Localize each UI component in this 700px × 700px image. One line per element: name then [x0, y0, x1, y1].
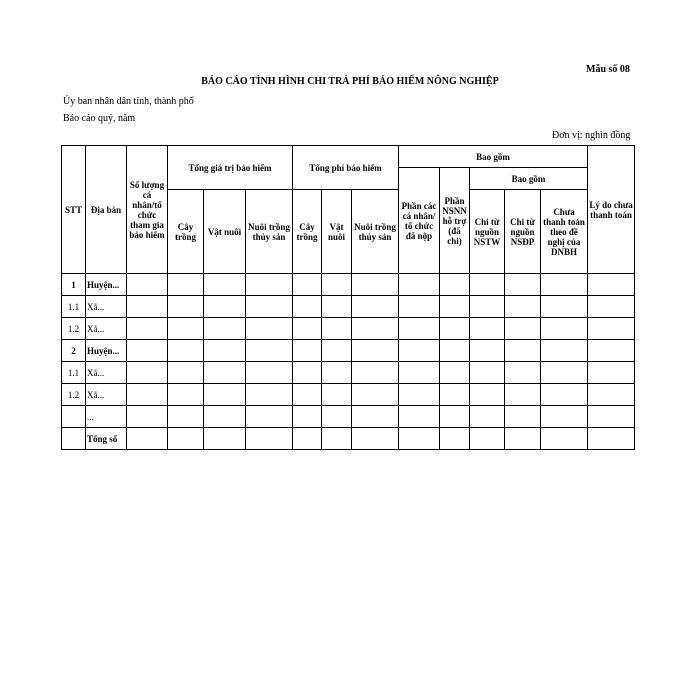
table-cell: [505, 274, 541, 296]
table-cell: [293, 384, 322, 406]
table-cell: [322, 318, 352, 340]
table-cell: [541, 274, 588, 296]
table-cell: [352, 274, 399, 296]
table-cell: [399, 340, 440, 362]
header-state-support: Phần NSNN hỗ trợ (đã chi): [440, 168, 470, 274]
table-cell: [127, 384, 168, 406]
table-cell: [588, 340, 635, 362]
table-cell: [505, 318, 541, 340]
table-cell: [588, 274, 635, 296]
table-cell: [541, 428, 588, 450]
table-cell: [588, 318, 635, 340]
row-area: Xã...: [86, 362, 127, 384]
table-cell: [322, 384, 352, 406]
row-area: Xã...: [86, 384, 127, 406]
header-paid-by-individuals: Phần các cá nhân/ tổ chức đã nộp: [399, 168, 440, 274]
table-cell: [293, 428, 322, 450]
unit-line: Đơn vị: nghìn đồng: [552, 130, 631, 141]
table-cell: [440, 384, 470, 406]
table-cell: [541, 406, 588, 428]
table-cell: [127, 406, 168, 428]
table-cell: [399, 362, 440, 384]
table-cell: [204, 428, 246, 450]
table-cell: [505, 384, 541, 406]
table-cell: [588, 362, 635, 384]
table-cell: [588, 406, 635, 428]
row-area: Xã...: [86, 318, 127, 340]
table-cell: [246, 406, 293, 428]
table-cell: [127, 274, 168, 296]
table-cell: [204, 296, 246, 318]
table-cell: [541, 362, 588, 384]
table-cell: [246, 362, 293, 384]
table-cell: [127, 362, 168, 384]
table-cell: [399, 296, 440, 318]
table-cell: [204, 274, 246, 296]
table-row: [62, 362, 635, 384]
table-cell: [127, 296, 168, 318]
table-cell: [204, 318, 246, 340]
table-cell: [352, 318, 399, 340]
table-cell: [168, 274, 204, 296]
row-stt: 1.1: [62, 296, 86, 318]
row-stt: [62, 406, 86, 428]
table-cell: [505, 362, 541, 384]
row-area: Tổng số: [86, 428, 127, 450]
table-cell: [541, 384, 588, 406]
table-cell: [293, 340, 322, 362]
table-cell: [470, 384, 505, 406]
header-aquaculture-2: Nuôi trồng thủy sản: [352, 190, 399, 274]
table-cell: [168, 362, 204, 384]
table-cell: [246, 318, 293, 340]
row-stt: [62, 428, 86, 450]
row-area: Xã...: [86, 296, 127, 318]
table-cell: [352, 406, 399, 428]
header-livestock: Vật nuôi: [204, 190, 246, 274]
form-code: Mẫu số 08: [586, 64, 630, 75]
table-cell: [168, 428, 204, 450]
table-cell: [204, 384, 246, 406]
table-cell: [168, 296, 204, 318]
table-cell: [352, 384, 399, 406]
header-local-budget: Chi từ nguồn NSĐP: [505, 190, 541, 274]
table-row: [62, 340, 635, 362]
table-cell: [541, 340, 588, 362]
table-cell: [440, 428, 470, 450]
table-cell: [127, 318, 168, 340]
header-unpaid: Chưa thanh toán theo đề nghị của DNBH: [541, 190, 588, 274]
table-cell: [293, 362, 322, 384]
header-participants: Số lượng cá nhân/tổ chức tham gia bảo hiểm: [127, 146, 168, 274]
table-cell: [541, 318, 588, 340]
header-include-sub: Bao gồm: [470, 168, 588, 190]
header-central-budget: Chi từ nguồn NSTW: [470, 190, 505, 274]
table-cell: [246, 274, 293, 296]
table-cell: [322, 296, 352, 318]
table-cell: [322, 340, 352, 362]
header-stt: STT: [62, 146, 86, 274]
table-cell: [399, 274, 440, 296]
row-stt: 1.2: [62, 318, 86, 340]
table-cell: [470, 340, 505, 362]
table-cell: [322, 428, 352, 450]
header-area: Địa bàn: [86, 146, 127, 274]
header-insured-value: Tổng giá trị bảo hiểm: [168, 146, 293, 190]
table-row: [62, 428, 635, 450]
row-stt: 1.1: [62, 362, 86, 384]
header-reason: Lý do chưa thanh toán: [588, 146, 635, 274]
table-cell: [399, 318, 440, 340]
table-cell: [541, 296, 588, 318]
table-cell: [168, 384, 204, 406]
table-cell: [505, 428, 541, 450]
table-cell: [470, 362, 505, 384]
table-row: [62, 406, 635, 428]
table-row: [62, 318, 635, 340]
table-cell: [440, 296, 470, 318]
header-aquaculture: Nuôi trồng thủy sản: [246, 190, 293, 274]
report-table: [61, 145, 635, 450]
table-cell: [352, 428, 399, 450]
row-stt: 2: [62, 340, 86, 362]
table-cell: [588, 428, 635, 450]
table-cell: [399, 384, 440, 406]
committee-line: Ủy ban nhân dân tỉnh, thành phố: [63, 96, 194, 107]
table-cell: [470, 274, 505, 296]
table-cell: [440, 318, 470, 340]
table-cell: [168, 318, 204, 340]
header-premium: Tổng phí bảo hiểm: [293, 146, 399, 190]
header-crops: Cây trồng: [168, 190, 204, 274]
row-area: Huyện...: [86, 340, 127, 362]
table-cell: [127, 428, 168, 450]
table-cell: [322, 406, 352, 428]
table-cell: [440, 362, 470, 384]
table-cell: [204, 406, 246, 428]
table-cell: [293, 296, 322, 318]
table-cell: [588, 384, 635, 406]
table-cell: [204, 362, 246, 384]
table-cell: [470, 296, 505, 318]
row-area: Huyện...: [86, 274, 127, 296]
table-cell: [246, 428, 293, 450]
table-cell: [505, 406, 541, 428]
table-cell: [246, 384, 293, 406]
table-cell: [505, 296, 541, 318]
table-cell: [322, 274, 352, 296]
table-cell: [588, 296, 635, 318]
table-cell: [204, 340, 246, 362]
table-cell: [168, 406, 204, 428]
table-cell: [352, 296, 399, 318]
table-cell: [440, 274, 470, 296]
header-crops-2: Cây trồng: [293, 190, 322, 274]
table-cell: [168, 340, 204, 362]
row-stt: 1: [62, 274, 86, 296]
header-livestock-2: Vật nuôi: [322, 190, 352, 274]
table-cell: [440, 340, 470, 362]
table-cell: [399, 428, 440, 450]
table-cell: [352, 340, 399, 362]
table-cell: [246, 296, 293, 318]
table-cell: [470, 406, 505, 428]
period-line: Báo cáo quý, năm: [63, 113, 136, 124]
table-cell: [293, 318, 322, 340]
table-cell: [470, 318, 505, 340]
row-stt: 1.2: [62, 384, 86, 406]
report-title: BÁO CÁO TÌNH HÌNH CHI TRẢ PHÍ BẢO HIỂM NÔNG NGHIỆP: [201, 76, 499, 87]
table-cell: [399, 406, 440, 428]
table-cell: [127, 340, 168, 362]
table-cell: [293, 406, 322, 428]
table-cell: [246, 340, 293, 362]
table-row: [62, 274, 635, 296]
table-cell: [322, 362, 352, 384]
header-include: Bao gồm: [399, 146, 588, 168]
table-cell: [293, 274, 322, 296]
table-row: [62, 384, 635, 406]
table-cell: [505, 340, 541, 362]
table-cell: [352, 362, 399, 384]
row-area: ...: [86, 406, 127, 428]
table-cell: [470, 428, 505, 450]
table-row: [62, 296, 635, 318]
table-cell: [440, 406, 470, 428]
